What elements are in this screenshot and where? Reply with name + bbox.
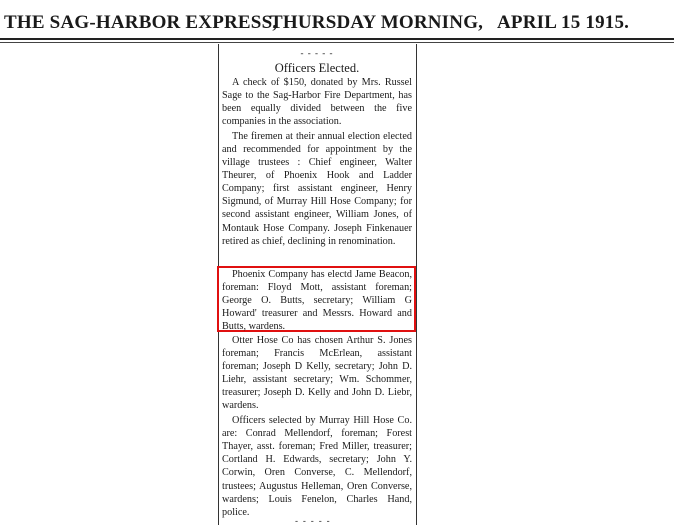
- article-paragraph: Officers selected by Murray Hill Hose Co. are: Conrad Mellendorf, foreman; Forest Thayer, asst. foreman; Fred Miller, treasurer; Cortland H. Edwards, secretary; John Y. Corwin, Oren Converse, C. Mellendorf, trustees; Augustus Helleman, Oren Converse, wardens; Louis Fenelon, Charles Hand, police.: [222, 415, 412, 518]
- masthead-paper-name: THE SAG-HARBOR EXPRESS,: [4, 12, 278, 33]
- article-paragraph: The firemen at their annual election elected and recommended for appointment by the village trustees : Chief engineer, Walter Theurer, of Phoenix Hook and Ladder Company; first assistant engineer, Henry Sigmund, of Murray Hill Hose Company; for second assistant engineer, William Jones, of Montauk Hose Company. Joseph Finkenauer retired as chief, declining in renomination.: [222, 131, 412, 247]
- ornament-bottom: - - - - -: [295, 517, 331, 527]
- masthead-date: APRIL 15 1915.: [497, 12, 630, 33]
- masthead-rule-thin: [0, 42, 674, 43]
- highlighted-paragraph: Phoenix Company has electd Jame Beacon, foreman: Floyd Mott, assistant foreman; George O. Butts, secretary; William G Howard' treasurer and Messrs. Howard and Butts, wardens.: [222, 269, 412, 333]
- article-paragraph: A check of $150, donated by Mrs. Russel Sage to the Sag-Harbor Fire Department, has been equally divided between the five companies in the association.: [222, 77, 412, 128]
- article-paragraph: Otter Hose Co has chosen Arthur S. Jones foreman; Francis McErlean, assistant foreman; Joseph D Kelly, secretary; John D. Liehr, assistant secretary; Wm. Schommer, treasurer; Joseph D. Kelly and John D. Liebr, wardens.: [222, 335, 412, 412]
- column-rule-right: [416, 44, 417, 525]
- ornament-top: - - - - -: [300, 48, 334, 58]
- masthead-day: THURSDAY MORNING,: [270, 12, 484, 33]
- article-column: [222, 45, 412, 248]
- masthead-rule-thick: [0, 38, 674, 40]
- article-headline: Officers Elected.: [274, 61, 360, 75]
- article-continuation: [222, 334, 412, 519]
